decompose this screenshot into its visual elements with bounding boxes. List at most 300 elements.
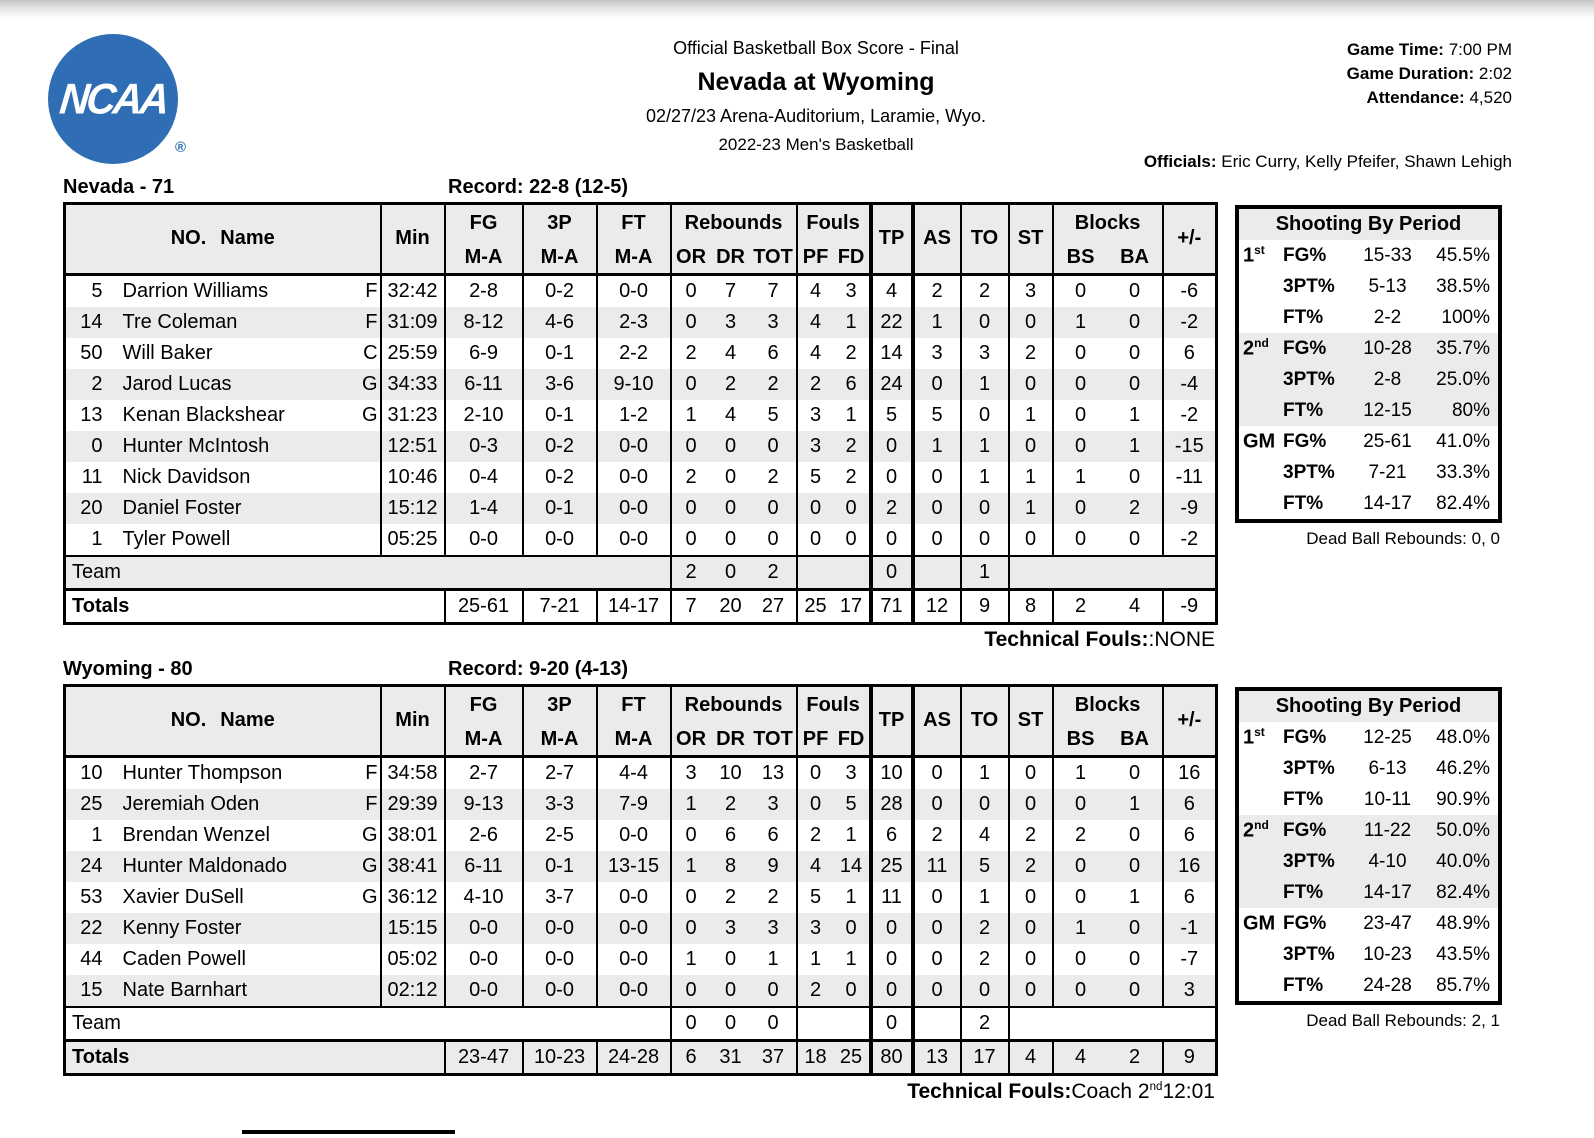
- stat-bs: 0: [1074, 279, 1087, 302]
- stat-bs: 2: [1074, 823, 1087, 846]
- stat-min: 29:39: [381, 789, 445, 820]
- stat-dr: 0: [711, 975, 751, 1007]
- stat-3p: 0-1: [523, 338, 597, 369]
- stat-fg: 0-0: [445, 913, 523, 944]
- stat-as: 0: [913, 369, 961, 400]
- player-row: [65, 756, 1217, 789]
- col-subheader-bs: BS: [1053, 242, 1108, 275]
- shooting-stat-label: FG%: [1283, 337, 1327, 359]
- stat-plusminus: -2: [1180, 403, 1199, 426]
- totals-st: 4: [1009, 1040, 1053, 1074]
- totals-row: [65, 1040, 1217, 1074]
- table-header: [65, 204, 1217, 275]
- stat-or: 0: [671, 913, 711, 944]
- stat-ft: 0-0: [597, 431, 671, 462]
- col-header-tp: TP: [871, 686, 913, 757]
- stat-min: 02:12: [381, 975, 445, 1007]
- stat-st: 2: [1009, 851, 1053, 882]
- col-header-no-name: NO. Name: [65, 686, 381, 757]
- col-header-fg: FG: [445, 204, 523, 242]
- stat-st: 0: [1009, 913, 1053, 944]
- stat-ft: 0-0: [597, 913, 671, 944]
- col-header-rebounds: Rebounds: [671, 686, 797, 724]
- stat-pf: 0: [797, 789, 834, 820]
- stat-3p: 0-0: [523, 524, 597, 556]
- matchup-title: Nevada at Wyoming: [697, 68, 935, 96]
- game-duration: Game Duration: 2:02: [1346, 64, 1512, 83]
- stat-plusminus: -9: [1163, 493, 1217, 524]
- player-name: Brendan Wenzel: [122, 823, 270, 846]
- stat-3p: 0-0: [523, 944, 597, 975]
- player-number: 44: [80, 947, 103, 970]
- col-subheader-or: OR: [671, 242, 711, 275]
- player-name: Hunter Maldonado: [122, 854, 288, 877]
- stat-fg: 0-0: [445, 944, 523, 975]
- nevada-box-score-table: [63, 202, 1218, 625]
- col-subheader-ba: BA: [1108, 724, 1163, 757]
- col-subheader-pf: PF: [797, 724, 834, 757]
- stat-ba: 2: [1108, 493, 1163, 524]
- shooting-row: [1239, 846, 1498, 877]
- stat-pf: 2: [797, 369, 834, 400]
- shooting-stat-label: FT%: [1283, 881, 1324, 903]
- player-name: Hunter McIntosh: [122, 434, 270, 457]
- stat-as: 0: [913, 462, 961, 493]
- stat-pf: 0: [809, 761, 822, 784]
- stat-tp: 0: [871, 556, 913, 590]
- stat-tp: 10: [871, 756, 913, 789]
- shooting-percentage: 35.7%: [1436, 337, 1490, 359]
- shooting-stat-label: 3PT%: [1283, 275, 1335, 297]
- stat-3p: 0-0: [523, 913, 597, 944]
- stat-plusminus: -2: [1180, 527, 1199, 550]
- player-name: Daniel Foster: [122, 496, 242, 519]
- player-position: C: [363, 341, 378, 364]
- player-name-cell: [115, 307, 381, 338]
- stat-dr: 3: [711, 913, 751, 944]
- stat-dr: 0: [724, 947, 737, 970]
- stat-or: 1: [685, 403, 697, 426]
- shooting-made-attempted: 5-13: [1368, 275, 1407, 297]
- stat-pf: 2: [809, 823, 822, 846]
- stat-ba: 1: [1108, 789, 1163, 820]
- stat-dr: 3: [711, 307, 751, 338]
- totals-fg: 23-47: [445, 1040, 523, 1074]
- stat-st: 0: [1009, 431, 1053, 462]
- shooting-stat-label: FT%: [1283, 306, 1324, 328]
- stat-fd: 2: [845, 341, 857, 364]
- wyoming-team-label: [63, 658, 1215, 680]
- shooting-percentage: 25.0%: [1436, 368, 1490, 390]
- player-name: Nick Davidson: [122, 465, 251, 488]
- shooting-stat-label: 3PT%: [1283, 757, 1335, 779]
- wyoming-technical-fouls: Technical Fouls:Coach 2nd12:01: [907, 1080, 1215, 1103]
- shooting-box-title: Shooting By Period: [1239, 691, 1498, 722]
- col-header-as: AS: [913, 686, 961, 757]
- shooting-stat-label: 3PT%: [1283, 943, 1335, 965]
- player-name-cell: [115, 944, 381, 975]
- player-name: Tyler Powell: [122, 527, 231, 550]
- player-name-cell: [115, 913, 381, 944]
- stat-ft: 0-0: [597, 975, 671, 1007]
- stat-to: 4: [961, 820, 1009, 851]
- player-name-cell: [115, 274, 381, 307]
- player-name-cell: [115, 789, 381, 820]
- col-header-ft: FT: [597, 204, 671, 242]
- player-name-cell: [115, 493, 381, 524]
- stat-tot: 0: [751, 431, 797, 462]
- stat-3p: 0-2: [523, 274, 597, 307]
- stat-st: 0: [1009, 975, 1053, 1007]
- totals-or: 6: [671, 1040, 711, 1074]
- stat-fd: 1: [845, 947, 857, 970]
- player-position: F: [365, 310, 378, 333]
- player-name-cell: [115, 462, 381, 493]
- stat-to: 0: [961, 493, 1009, 524]
- stat-dr: 0: [711, 431, 751, 462]
- shooting-stat-label: 3PT%: [1283, 850, 1335, 872]
- stat-as: 0: [913, 756, 961, 789]
- shooting-percentage: 46.2%: [1436, 757, 1490, 779]
- shooting-made-attempted: 14-17: [1363, 492, 1412, 514]
- player-name-cell: [115, 369, 381, 400]
- col-subheader-3p-ma: M-A: [523, 242, 597, 275]
- player-number: 15: [65, 975, 115, 1007]
- col-header-to: TO: [961, 204, 1009, 275]
- stat-3p: 0-2: [523, 431, 597, 462]
- totals-ft: 24-28: [597, 1040, 671, 1074]
- stat-fg: 8-12: [445, 307, 523, 338]
- stat-pf: 4: [797, 307, 834, 338]
- stat-tp: 25: [871, 851, 913, 882]
- shooting-stat-label: 3PT%: [1283, 461, 1335, 483]
- wyoming-shooting-box: [1235, 687, 1502, 1005]
- shooting-percentage: 40.0%: [1436, 850, 1490, 872]
- stat-ba: 0: [1108, 369, 1163, 400]
- stat-dr: 4: [724, 403, 737, 426]
- stat-ba: 0: [1108, 462, 1163, 493]
- totals-bs: 4: [1053, 1040, 1108, 1074]
- player-number: 1: [91, 823, 103, 846]
- shooting-row: [1239, 815, 1498, 846]
- stat-or: 1: [671, 851, 711, 882]
- shooting-row: [1239, 970, 1498, 1001]
- shooting-stat-label: FT%: [1283, 399, 1324, 421]
- team-row-label: Team: [65, 556, 671, 590]
- team-record: Record: 9-20 (4-13): [448, 658, 629, 680]
- player-number: 50: [80, 341, 103, 364]
- totals-row: [65, 589, 1217, 623]
- stat-ba: 0: [1108, 338, 1163, 369]
- stat-fd: 6: [834, 369, 871, 400]
- stat-min: 15:12: [381, 493, 445, 524]
- stat-or: 0: [685, 885, 697, 908]
- stat-pf: 4: [809, 279, 822, 302]
- stat-as: 0: [913, 789, 961, 820]
- player-name: Kenny Foster: [122, 916, 242, 939]
- totals-tp: 71: [871, 589, 913, 623]
- stat-min: 34:33: [381, 369, 445, 400]
- stat-min: 34:58: [381, 756, 445, 789]
- col-subheader-ft-ma: M-A: [597, 242, 671, 275]
- stat-ft: 1-2: [597, 400, 671, 431]
- stat-ba: 0: [1108, 307, 1163, 338]
- stat-as: 0: [913, 493, 961, 524]
- nevada-team-label: [63, 176, 1215, 198]
- stat-ba: 0: [1108, 820, 1163, 851]
- totals-as: 13: [913, 1040, 961, 1074]
- stat-pf: 3: [809, 403, 822, 426]
- stat-ft: 9-10: [597, 369, 671, 400]
- stat-ft: 13-15: [597, 851, 671, 882]
- stat-tp: 0: [871, 944, 913, 975]
- shooting-percentage: 45.5%: [1436, 244, 1490, 266]
- venue-line: 02/27/23 Arena-Auditorium, Laramie, Wyo.: [645, 106, 986, 126]
- stat-to: 0: [961, 975, 1009, 1007]
- stat-as: 3: [913, 338, 961, 369]
- stat-tot: 2: [751, 369, 797, 400]
- shooting-percentage: 43.5%: [1436, 943, 1490, 965]
- stat-dr: 2: [711, 369, 751, 400]
- stat-bs: 0: [1074, 885, 1087, 908]
- stat-tot: 3: [751, 789, 797, 820]
- totals-ba: 4: [1108, 589, 1163, 623]
- stat-pf: 0: [809, 527, 822, 550]
- col-header-tp: TP: [871, 204, 913, 275]
- player-name: Kenan Blackshear: [122, 403, 285, 426]
- stat-ft: 0-0: [597, 493, 671, 524]
- totals-tp: 80: [871, 1040, 913, 1074]
- player-number: 53: [80, 885, 103, 908]
- stat-tot: 5: [751, 400, 797, 431]
- totals-dr: 31: [711, 1040, 751, 1074]
- col-subheader-dr: DR: [711, 724, 751, 757]
- box-score-title: Official Basketball Box Score - Final: [673, 38, 959, 58]
- shooting-made-attempted: 10-28: [1363, 337, 1412, 359]
- shooting-row: [1239, 271, 1498, 302]
- ncaa-logo-text: NCAA: [57, 74, 169, 123]
- totals-or: 7: [685, 594, 697, 617]
- shooting-made-attempted: 24-28: [1363, 974, 1412, 996]
- stat-fd: 14: [834, 851, 871, 882]
- player-number: 14: [65, 307, 115, 338]
- stat-tp: 24: [871, 369, 913, 400]
- stat-dr: 6: [724, 823, 737, 846]
- team-row: [65, 1007, 1217, 1041]
- stat-dr: 0: [711, 556, 751, 590]
- player-name-cell: [115, 756, 381, 789]
- shooting-made-attempted: 12-25: [1363, 726, 1412, 748]
- stat-st: 0: [1009, 756, 1053, 789]
- stat-or: 2: [685, 465, 697, 488]
- stat-as: 0: [913, 882, 961, 913]
- stat-dr: 10: [719, 761, 742, 784]
- stat-plusminus: -2: [1163, 307, 1217, 338]
- stat-dr: 2: [711, 789, 751, 820]
- player-number: 5: [91, 279, 103, 302]
- stat-tp: 14: [871, 338, 913, 369]
- stat-to: 2: [961, 913, 1009, 944]
- stat-tot: 13: [751, 756, 797, 789]
- totals-tot: 37: [751, 1040, 797, 1074]
- player-row: [65, 400, 1217, 431]
- stat-tot: 7: [751, 274, 797, 307]
- stat-bs: 0: [1053, 431, 1108, 462]
- player-name-cell: [115, 400, 381, 431]
- shooting-made-attempted: 25-61: [1363, 430, 1412, 452]
- col-header-fouls: Fouls: [797, 204, 871, 242]
- shooting-percentage: 100%: [1441, 306, 1490, 328]
- col-subheader-fg-ma: M-A: [445, 724, 523, 757]
- totals-ba: 2: [1108, 1040, 1163, 1074]
- stat-bs: 1: [1074, 465, 1087, 488]
- col-header-st: ST: [1009, 204, 1053, 275]
- stat-fg: 2-10: [445, 400, 523, 431]
- shooting-row: [1239, 457, 1498, 488]
- col-header-no-name: NO. Name: [65, 204, 381, 275]
- shooting-row: [1239, 784, 1498, 815]
- col-subheader-tot: TOT: [751, 242, 797, 275]
- stat-to: 0: [961, 524, 1009, 556]
- stat-to: 1: [961, 756, 1009, 789]
- player-name: Xavier DuSell: [122, 885, 244, 908]
- player-name-cell: [115, 338, 381, 369]
- registered-mark: ®: [174, 139, 186, 156]
- shooting-stat-label: FG%: [1283, 244, 1327, 266]
- col-subheader-tot: TOT: [751, 724, 797, 757]
- stat-tp: 0: [871, 1007, 913, 1041]
- shooting-made-attempted: 12-15: [1363, 399, 1412, 421]
- attendance: Attendance: 4,520: [1366, 88, 1512, 107]
- player-position: F: [365, 761, 378, 784]
- shooting-stat-label: FG%: [1283, 430, 1327, 452]
- shooting-percentage: 82.4%: [1436, 492, 1490, 514]
- stat-or: 1: [671, 789, 711, 820]
- stat-to: 0: [961, 789, 1009, 820]
- stat-dr: 0: [724, 1011, 737, 1034]
- totals-p3: 10-23: [523, 1040, 597, 1074]
- shooting-made-attempted: 10-11: [1363, 788, 1412, 810]
- stat-ft: 7-9: [597, 789, 671, 820]
- col-subheader-ba: BA: [1108, 242, 1163, 275]
- stat-min: 32:42: [381, 274, 445, 307]
- stat-fd: 2: [834, 431, 871, 462]
- player-row: [65, 431, 1217, 462]
- stat-as: 2: [913, 274, 961, 307]
- player-name-cell: [115, 524, 381, 556]
- player-number: 13: [80, 403, 103, 426]
- stat-or: 0: [685, 1011, 697, 1034]
- stat-tot: 2: [751, 882, 797, 913]
- stat-plusminus: 6: [1163, 789, 1217, 820]
- stat-min: 10:46: [381, 462, 445, 493]
- player-row: [65, 851, 1217, 882]
- col-subheader-ft-ma: M-A: [597, 724, 671, 757]
- stat-ba: 0: [1108, 851, 1163, 882]
- shooting-row: [1239, 722, 1498, 753]
- player-row: [65, 274, 1217, 307]
- totals-ft: 14-17: [597, 589, 671, 623]
- stat-bs: 0: [1074, 527, 1087, 550]
- wyoming-dead-ball-rebounds: Dead Ball Rebounds: 2, 1: [1306, 1011, 1500, 1030]
- stat-ft: 0-0: [597, 524, 671, 556]
- shooting-stat-label: FT%: [1283, 492, 1324, 514]
- col-header-fg: FG: [445, 686, 523, 724]
- player-row: [65, 524, 1217, 556]
- stat-fd: 3: [845, 279, 857, 302]
- col-header-to: TO: [961, 686, 1009, 757]
- stat-min: 38:01: [381, 820, 445, 851]
- player-number: 0: [65, 431, 115, 462]
- shooting-made-attempted: 10-23: [1363, 943, 1412, 965]
- stat-fg: 6-11: [445, 851, 523, 882]
- col-subheader-pf: PF: [797, 242, 834, 275]
- stat-bs: 0: [1053, 369, 1108, 400]
- stat-st: 1: [1009, 493, 1053, 524]
- stat-bs: 0: [1053, 975, 1108, 1007]
- stat-or: 1: [685, 947, 697, 970]
- player-number: 24: [65, 851, 115, 882]
- player-name-cell: [115, 851, 381, 882]
- player-position: F: [365, 279, 378, 302]
- shooting-percentage: 80%: [1451, 399, 1490, 421]
- stat-fg: 0-4: [445, 462, 523, 493]
- shooting-row: [1239, 939, 1498, 970]
- stat-pf: 3: [797, 431, 834, 462]
- shooting-row: [1239, 908, 1498, 939]
- stat-blank: [1009, 556, 1217, 590]
- stat-tot: 0: [751, 493, 797, 524]
- shooting-stat-label: FT%: [1283, 788, 1324, 810]
- totals-dr: 20: [719, 594, 742, 617]
- stat-as: 0: [913, 913, 961, 944]
- stat-as: 1: [913, 307, 961, 338]
- col-subheader-fd: FD: [834, 724, 871, 757]
- stat-ft: 0-0: [597, 882, 671, 913]
- player-row: [65, 338, 1217, 369]
- stat-ft: 0-0: [597, 274, 671, 307]
- stat-pf: 1: [809, 947, 822, 970]
- player-position: G: [361, 372, 378, 395]
- stat-plusminus: 6: [1183, 823, 1195, 846]
- stat-min: 36:12: [381, 882, 445, 913]
- stat-3p: 0-1: [523, 400, 597, 431]
- stat-as: 11: [913, 851, 961, 882]
- game-header: [466, 38, 1166, 155]
- col-header-fouls: Fouls: [797, 686, 871, 724]
- stat-3p: 2-7: [523, 756, 597, 789]
- player-row: [65, 820, 1217, 851]
- stat-to: 1: [961, 556, 1009, 590]
- totals-bs: 2: [1074, 594, 1087, 617]
- shooting-row: [1239, 488, 1498, 519]
- shooting-made-attempted: 4-10: [1368, 850, 1407, 872]
- player-row: [65, 369, 1217, 400]
- shooting-percentage: 85.7%: [1436, 974, 1490, 996]
- col-subheader-or: OR: [671, 724, 711, 757]
- shooting-made-attempted: 2-2: [1373, 306, 1402, 328]
- stat-st: 3: [1009, 274, 1053, 307]
- totals-as: 12: [913, 589, 961, 623]
- stat-ba: 1: [1108, 431, 1163, 462]
- stat-to: 0: [961, 400, 1009, 431]
- shooting-percentage: 33.3%: [1436, 461, 1490, 483]
- stat-bs: 0: [1053, 789, 1108, 820]
- player-number: 10: [80, 761, 103, 784]
- stat-fg: 2-7: [445, 756, 523, 789]
- shooting-period-label: 2nd: [1243, 818, 1269, 842]
- shooting-made-attempted: 2-8: [1373, 368, 1402, 390]
